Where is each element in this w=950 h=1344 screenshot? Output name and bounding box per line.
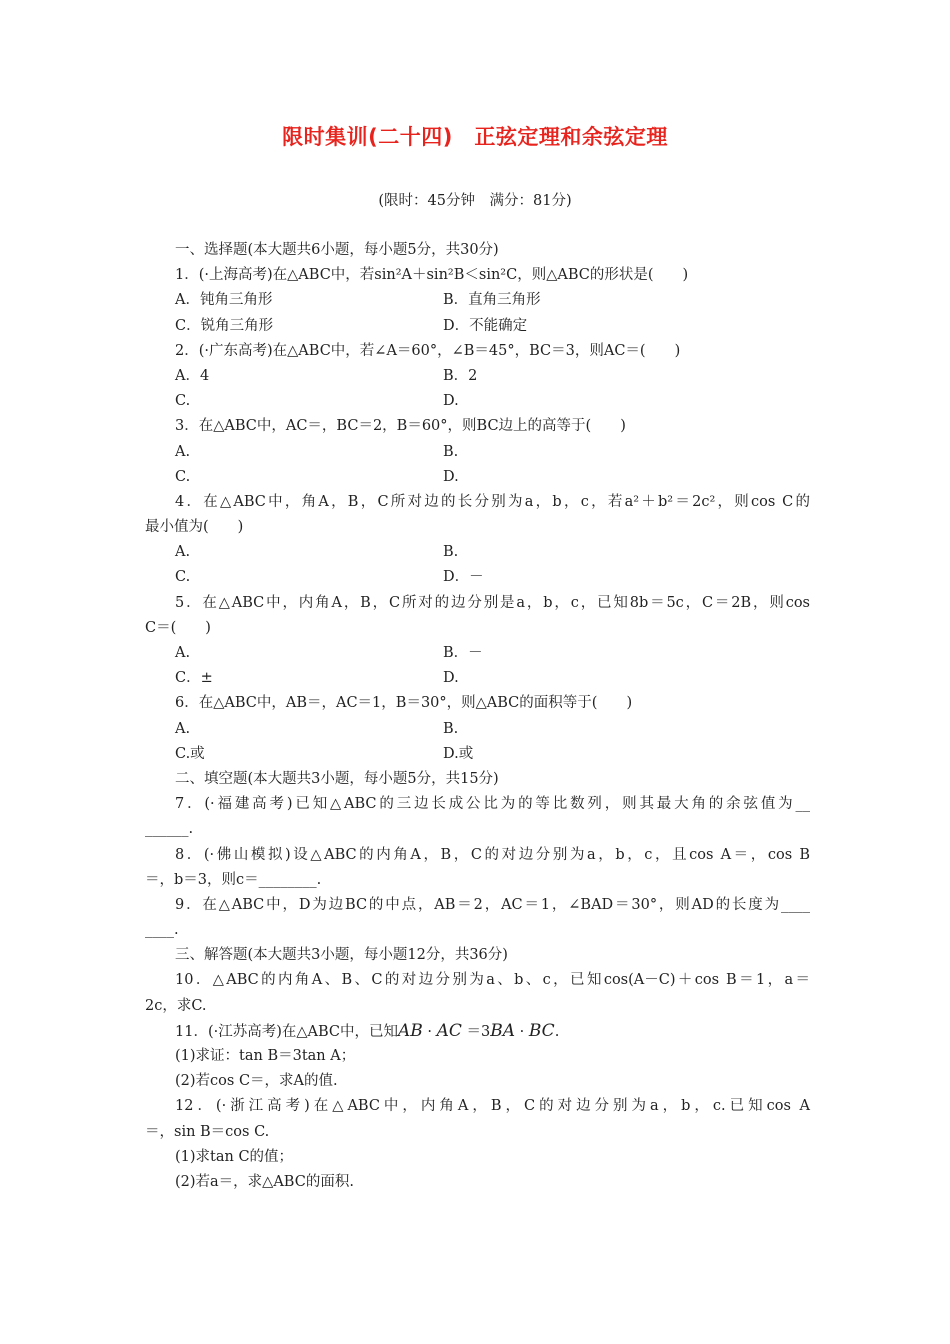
- vector-ba: BA: [490, 1020, 516, 1041]
- option-c: C.: [175, 468, 191, 485]
- document-title: 限时集训(二十四) 正弦定理和余弦定理: [282, 125, 668, 149]
- question-8: 8．(·佛山模拟)设△ABC的内角A，B，C的对边分别为a，b，c，且cos A＝，cos B: [175, 846, 810, 863]
- vector-ab: AB: [398, 1020, 423, 1041]
- option-a: A．4: [175, 367, 210, 384]
- question-2: 2．(·广东高考)在△ABC中，若∠A＝60°，∠B＝45°，BC＝3，则AC＝( ): [175, 342, 681, 359]
- period: .: [554, 1023, 560, 1040]
- question-8-continued: ＝，b＝3，则c＝________.: [145, 871, 322, 888]
- option-a: A.: [175, 544, 191, 561]
- question-4-options: [145, 540, 810, 565]
- document-subtitle: (限时：45分钟 满分：81分): [378, 193, 572, 209]
- section-heading-solve: 三、解答题(本大题共3小题，每小题12分，共36分): [175, 947, 508, 964]
- option-a: A.: [175, 720, 191, 737]
- section-heading-fill: 二、填空题(本大题共3小题，每小题5分，共15分): [175, 770, 499, 787]
- option-d: D.: [443, 393, 459, 410]
- question-6: 6．在△ABC中，AB＝，AC＝1，B＝30°，则△ABC的面积等于( ): [175, 695, 633, 712]
- question-6-options: [145, 717, 810, 742]
- question-10: 10．△ABC的内角A、B、C的对边分别为a、b、c，已知cos(A－C)＋cos B＝1，a＝: [175, 972, 810, 989]
- question-11: [145, 1019, 810, 1044]
- dot-operator: ·: [515, 1023, 529, 1040]
- question-9-continued: ____.: [145, 922, 179, 939]
- vector-bc: BC: [528, 1020, 555, 1041]
- question-3-options: [145, 440, 810, 465]
- question-4: 4．在△ABC中，角A，B，C所对边的长分别为a，b，c，若a²＋b²＝2c²，则cos C的: [175, 493, 810, 510]
- question-body: [145, 238, 810, 1195]
- option-d: D.: [443, 670, 459, 687]
- question-5-options: [145, 666, 810, 691]
- question-5-continued: C＝( ): [145, 619, 211, 636]
- option-c: C.: [175, 393, 191, 410]
- question-5-options: [145, 641, 810, 666]
- question-11-part-1: (1)求证：tan B＝3tan A；: [175, 1048, 356, 1064]
- option-b: B．2: [443, 367, 478, 384]
- option-d: D.或: [443, 745, 474, 762]
- question-11-part-2: (2)若cos C＝，求A的值.: [175, 1073, 338, 1090]
- question-2-options: [145, 364, 810, 389]
- option-c: C．±: [175, 670, 213, 687]
- option-b: B.: [443, 720, 459, 737]
- equals-sign: ＝3: [461, 1023, 491, 1040]
- question-9: 9．在△ABC中，D为边BC的中点，AB＝2，AC＝1，∠BAD＝30°，则AD的长度为____: [175, 896, 810, 913]
- question-5: 5．在△ABC中，内角A，B，C所对的边分别是a，b，c，已知8b＝5c，C＝2B，则cos: [175, 594, 810, 611]
- question-3-options: [145, 465, 810, 490]
- question-4-options: [145, 565, 810, 590]
- option-b: B.: [443, 544, 459, 561]
- option-b: B．－: [443, 645, 483, 661]
- question-1-options: [145, 288, 810, 313]
- question-3: 3．在△ABC中，AC＝，BC＝2，B＝60°，则BC边上的高等于( ): [175, 418, 626, 435]
- question-12-part-1: (1)求tan C的值；: [175, 1148, 294, 1165]
- option-b: B.: [443, 443, 459, 460]
- question-11-text: 11．(·江苏高考)在△ABC中，已知: [175, 1023, 399, 1040]
- option-c: C.: [175, 569, 191, 586]
- option-c: C．锐角三角形: [175, 317, 274, 334]
- question-7-continued: ______.: [145, 821, 194, 838]
- question-4-continued: 最小值为( ): [145, 519, 244, 536]
- question-1-options: [145, 314, 810, 339]
- question-1: 1．(·上海高考)在△ABC中，若sin²A＋sin²B＜sin²C，则△ABC的形状是( ): [175, 267, 689, 284]
- question-6-options: [145, 742, 810, 767]
- question-2-options: [145, 389, 810, 414]
- option-b: B．直角三角形: [443, 292, 541, 309]
- vector-ac: AC: [436, 1020, 462, 1041]
- question-12: 12．(·浙江高考)在△ABC中，内角A，B，C的对边分别为a，b，c.已知cos A: [175, 1098, 810, 1115]
- option-d: D.: [443, 468, 459, 485]
- option-a: A.: [175, 443, 191, 460]
- question-12-part-2: (2)若a＝，求△ABC的面积.: [175, 1173, 354, 1190]
- option-a: A．钝角三角形: [175, 292, 273, 309]
- dot-operator: ·: [422, 1023, 437, 1040]
- option-d: D．－: [443, 569, 484, 586]
- question-12-continued: ＝，sin B＝cos C.: [145, 1123, 270, 1140]
- option-a: A.: [175, 645, 191, 661]
- option-d: D．不能确定: [443, 317, 528, 334]
- question-7: 7．(·福建高考)已知△ABC的三边长成公比为的等比数列，则其最大角的余弦值为__: [175, 796, 810, 813]
- question-10-continued: 2c，求C.: [145, 997, 207, 1014]
- section-heading-choice: 一、选择题(本大题共6小题，每小题5分，共30分): [175, 242, 499, 258]
- option-c: C.或: [175, 745, 205, 762]
